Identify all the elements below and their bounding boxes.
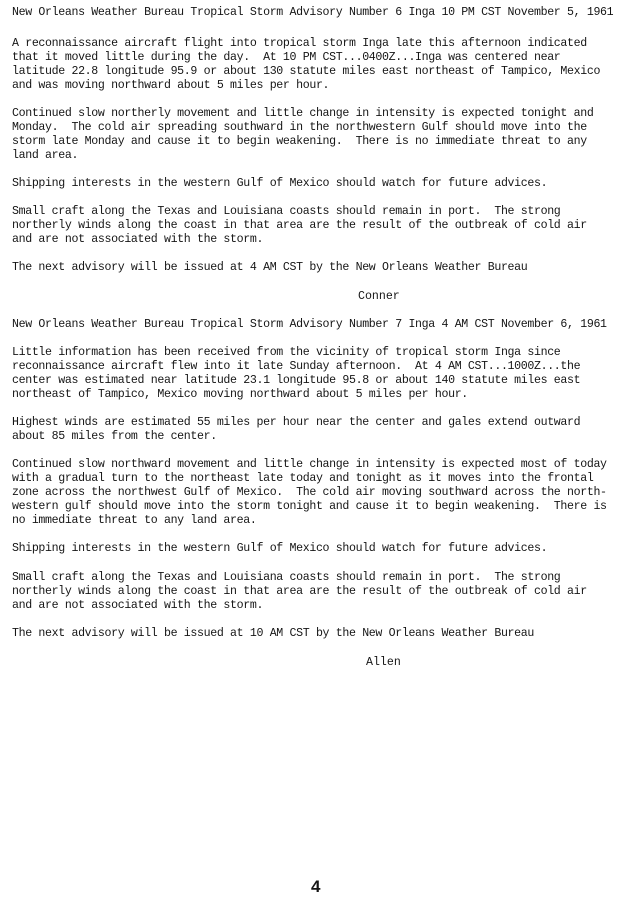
advisory-7-p3-line-5: no immediate threat to any land area.	[12, 514, 257, 527]
advisory-6-p4-line-1: Small craft along the Texas and Louisiana coasts should remain in port. The strong	[12, 205, 561, 218]
advisory-7-p1-line-2: reconnaissance aircraft flew into it late Sunday afternoon. At 4 AM CST...1000Z...the	[12, 360, 581, 373]
advisory-7-p3-line-1: Continued slow northward movement and little change in intensity is expected most of today	[12, 458, 607, 471]
advisory-7-p3-line-2: with a gradual turn to the northeast late today and tonight as it moves into the frontal	[12, 472, 594, 485]
advisory-6-signature: Conner	[358, 290, 400, 303]
advisory-7-header: New Orleans Weather Bureau Tropical Storm Advisory Number 7 Inga 4 AM CST November 6, 1961	[12, 318, 607, 331]
advisory-6-p5-line-1: The next advisory will be issued at 4 AM CST by the New Orleans Weather Bureau	[12, 261, 528, 274]
advisory-7-p5-line-2: northerly winds along the coast in that area are the result of the outbreak of cold air	[12, 585, 587, 598]
advisory-6-p4-line-3: and are not associated with the storm.	[12, 233, 264, 246]
advisory-7-p2-line-1: Highest winds are estimated 55 miles per hour near the center and gales extend outward	[12, 416, 581, 429]
advisory-7-p3-line-4: western gulf should move into the storm tonight and cause it to begin weakening. There is	[12, 500, 607, 513]
advisory-6-p2-line-4: land area.	[12, 149, 79, 162]
page-number: 4	[311, 877, 321, 896]
advisory-6-p4-line-2: northerly winds along the coast in that area are the result of the outbreak of cold air	[12, 219, 587, 232]
advisory-6-p2-line-3: storm late Monday and cause it to begin weakening. There is no immediate threat to any	[12, 135, 587, 148]
advisory-6-p1-line-3: latitude 22.8 longitude 95.9 or about 130 statute miles east northeast of Tampico, Mexico	[12, 65, 601, 78]
advisory-6-p1-line-4: and was moving northward about 5 miles per hour.	[12, 79, 330, 92]
advisory-6-p1-line-1: A reconnaissance aircraft flight into tropical storm Inga late this afternoon indicated	[12, 37, 587, 50]
advisory-7-p2-line-2: about 85 miles from the center.	[12, 430, 217, 443]
advisory-7-p4-line-1: Shipping interests in the western Gulf of Mexico should watch for future advices.	[12, 542, 548, 555]
advisory-7-p5-line-1: Small craft along the Texas and Louisiana coasts should remain in port. The strong	[12, 571, 561, 584]
advisory-7-p1-line-1: Little information has been received from the vicinity of tropical storm Inga since	[12, 346, 561, 359]
advisory-7-p5-line-3: and are not associated with the storm.	[12, 599, 264, 612]
advisory-7-p3-line-3: zone across the northwest Gulf of Mexico. The cold air moving southward across the north-	[12, 486, 607, 499]
advisory-7-p6-line-1: The next advisory will be issued at 10 AM CST by the New Orleans Weather Bureau	[12, 627, 534, 640]
advisory-6-p3-line-1: Shipping interests in the western Gulf of Mexico should watch for future advices.	[12, 177, 548, 190]
advisory-6-p1-line-2: that it moved little during the day. At 10 PM CST...0400Z...Inga was centered near	[12, 51, 561, 64]
advisory-6-p2-line-1: Continued slow northerly movement and little change in intensity is expected tonight and	[12, 107, 594, 120]
advisory-7-p1-line-4: northeast of Tampico, Mexico moving northward about 5 miles per hour.	[12, 388, 468, 401]
advisory-7-signature: Allen	[366, 656, 401, 669]
advisory-6-p2-line-2: Monday. The cold air spreading southward in the northwestern Gulf should move into the	[12, 121, 587, 134]
advisory-7-p1-line-3: center was estimated near latitude 23.1 longitude 95.8 or about 140 statute miles east	[12, 374, 581, 387]
advisory-6-header: New Orleans Weather Bureau Tropical Storm Advisory Number 6 Inga 10 PM CST November 5, 1961	[12, 6, 614, 19]
